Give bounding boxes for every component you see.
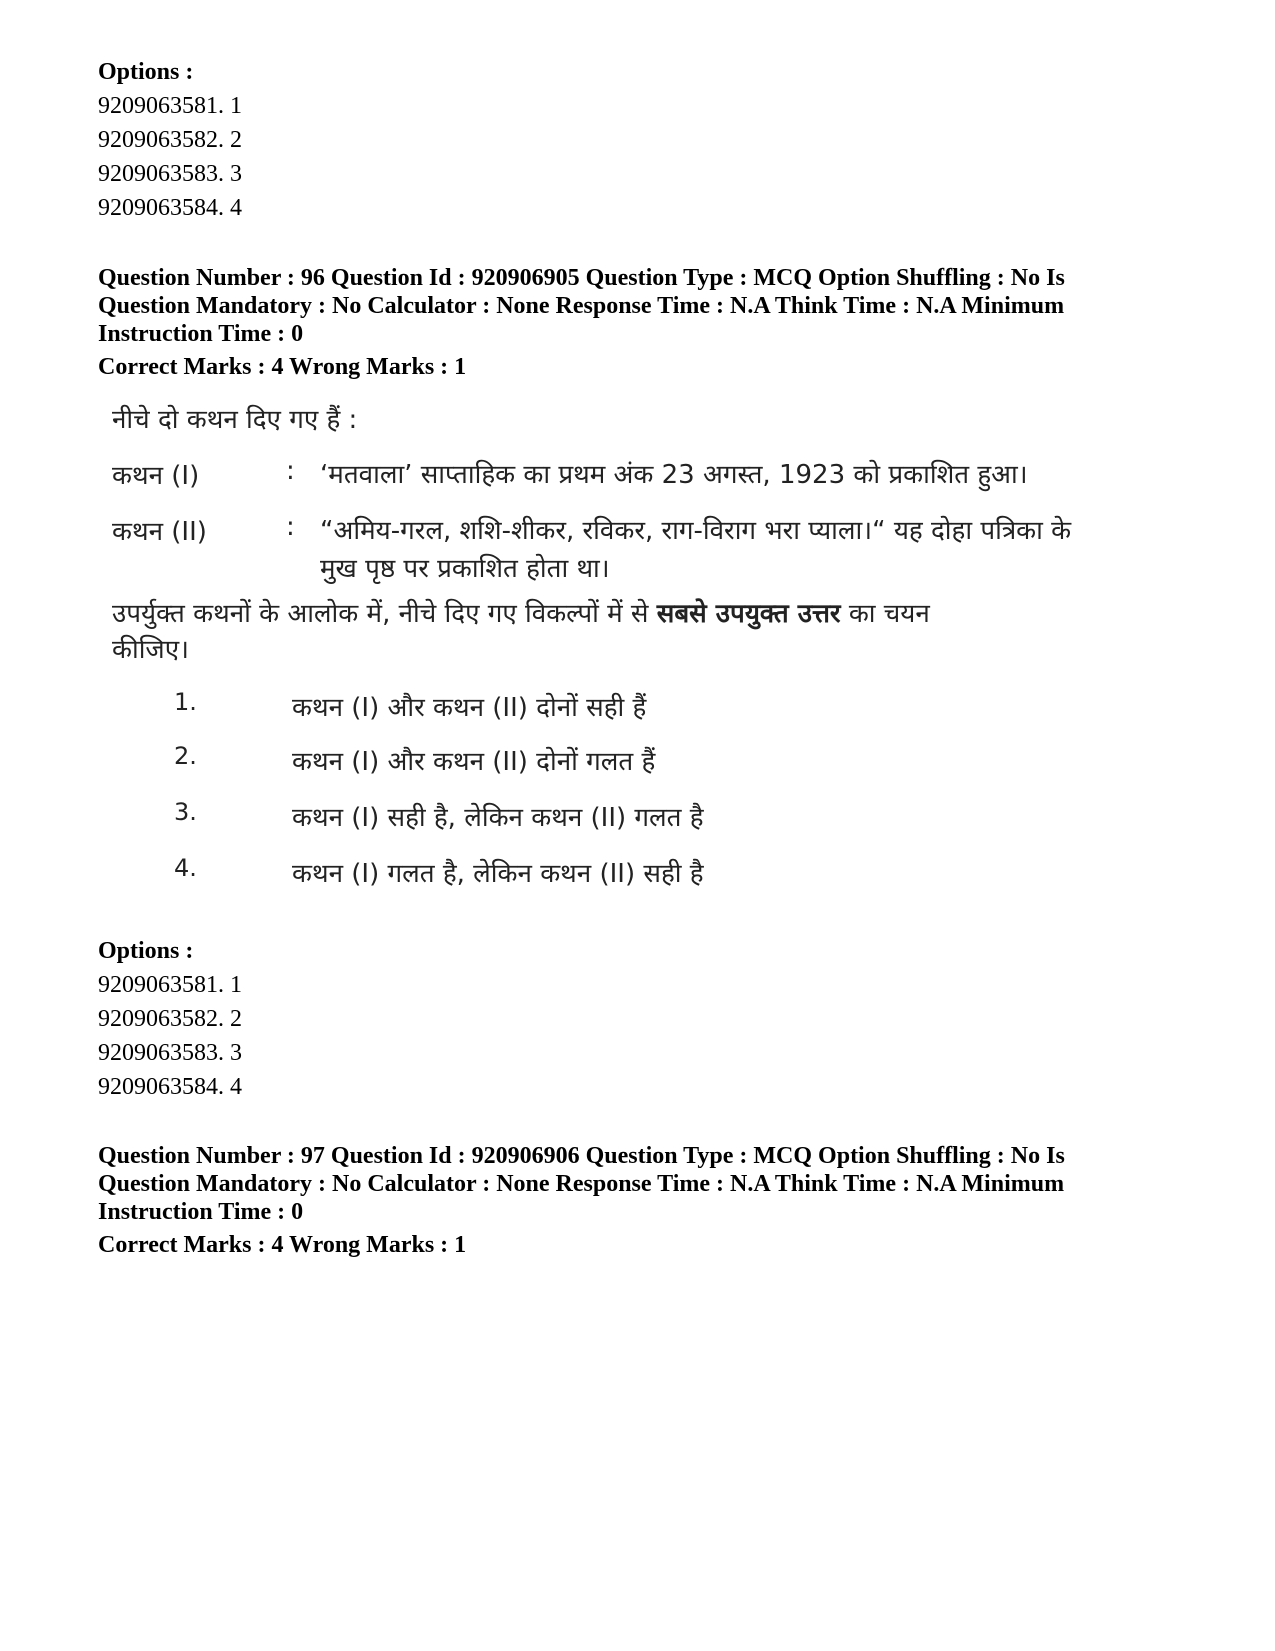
- statement-colon: :: [286, 512, 295, 542]
- prev-options: [98, 55, 1178, 225]
- choice-text: कथन (I) और कथन (II) दोनों सही हैं: [292, 693, 647, 723]
- question-96-body: [112, 400, 1112, 920]
- statement-text: ‘मतवाला’ साप्ताहिक का प्रथम अंक 23 अगस्त, 1923 को प्रकाशित हुआ।: [320, 460, 1028, 490]
- question-header-line: Question Mandatory : No Calculator : None Response Time : N.A Think Time : N.A Minimum: [98, 1171, 1065, 1197]
- statement-label: कथन (I): [112, 461, 200, 491]
- options-heading: Options :: [98, 59, 194, 85]
- instruction-text: का चयन कीजिए।: [112, 599, 930, 665]
- statement-text: “अमिय-गरल, शशि-शीकर, रविकर, राग-विराग भरा प्याला।“ यह दोहा पत्रिका के मुख पृष्ठ पर प्रकाशित होता था।: [320, 516, 1072, 584]
- option-item: 9209063581. 1: [98, 93, 242, 119]
- option-item: 9209063582. 2: [98, 1006, 242, 1032]
- question-header-line: Question Number : 96 Question Id : 920906905 Question Type : MCQ Option Shuffling : No Is: [98, 265, 1065, 291]
- option-item: 9209063584. 4: [98, 195, 242, 221]
- choice-text: कथन (I) और कथन (II) दोनों गलत हैं: [292, 747, 656, 777]
- statement-colon: :: [286, 456, 295, 486]
- options-heading: Options :: [98, 938, 194, 964]
- choice-number: 2.: [174, 742, 197, 770]
- question-header-line: Instruction Time : 0: [98, 1199, 304, 1225]
- choice-number: 1.: [174, 688, 197, 716]
- choice-text: कथन (I) गलत है, लेकिन कथन (II) सही है: [292, 859, 704, 889]
- question-intro: नीचे दो कथन दिए गए हैं :: [112, 405, 358, 435]
- choice-text: कथन (I) सही है, लेकिन कथन (II) गलत है: [292, 803, 704, 833]
- statement-label: कथन (II): [112, 517, 207, 547]
- question-header-line: Instruction Time : 0: [98, 321, 304, 347]
- option-item: 9209063581. 1: [98, 972, 242, 998]
- option-item: 9209063584. 4: [98, 1074, 242, 1100]
- instruction-emphasis: सबसे उपयुक्त उत्तर: [656, 599, 841, 629]
- instruction-text: उपर्युक्त कथनों के आलोक में, नीचे दिए गए विकल्पों में से: [112, 599, 649, 629]
- question-96-options: [98, 934, 1178, 1104]
- question-marks: Correct Marks : 4 Wrong Marks : 1: [98, 1232, 467, 1258]
- choice-number: 3.: [174, 798, 197, 826]
- question-marks: Correct Marks : 4 Wrong Marks : 1: [98, 354, 467, 380]
- choice-number: 4.: [174, 854, 197, 882]
- question-header-line: Question Number : 97 Question Id : 920906906 Question Type : MCQ Option Shuffling : No Is: [98, 1143, 1065, 1169]
- option-item: 9209063583. 3: [98, 1040, 242, 1066]
- question-instruction: [112, 596, 952, 668]
- question-97-header: [98, 1142, 1178, 1260]
- question-header-line: Question Mandatory : No Calculator : None Response Time : N.A Think Time : N.A Minimum: [98, 293, 1065, 319]
- option-item: 9209063582. 2: [98, 127, 242, 153]
- question-96-header: [98, 264, 1178, 382]
- option-item: 9209063583. 3: [98, 161, 242, 187]
